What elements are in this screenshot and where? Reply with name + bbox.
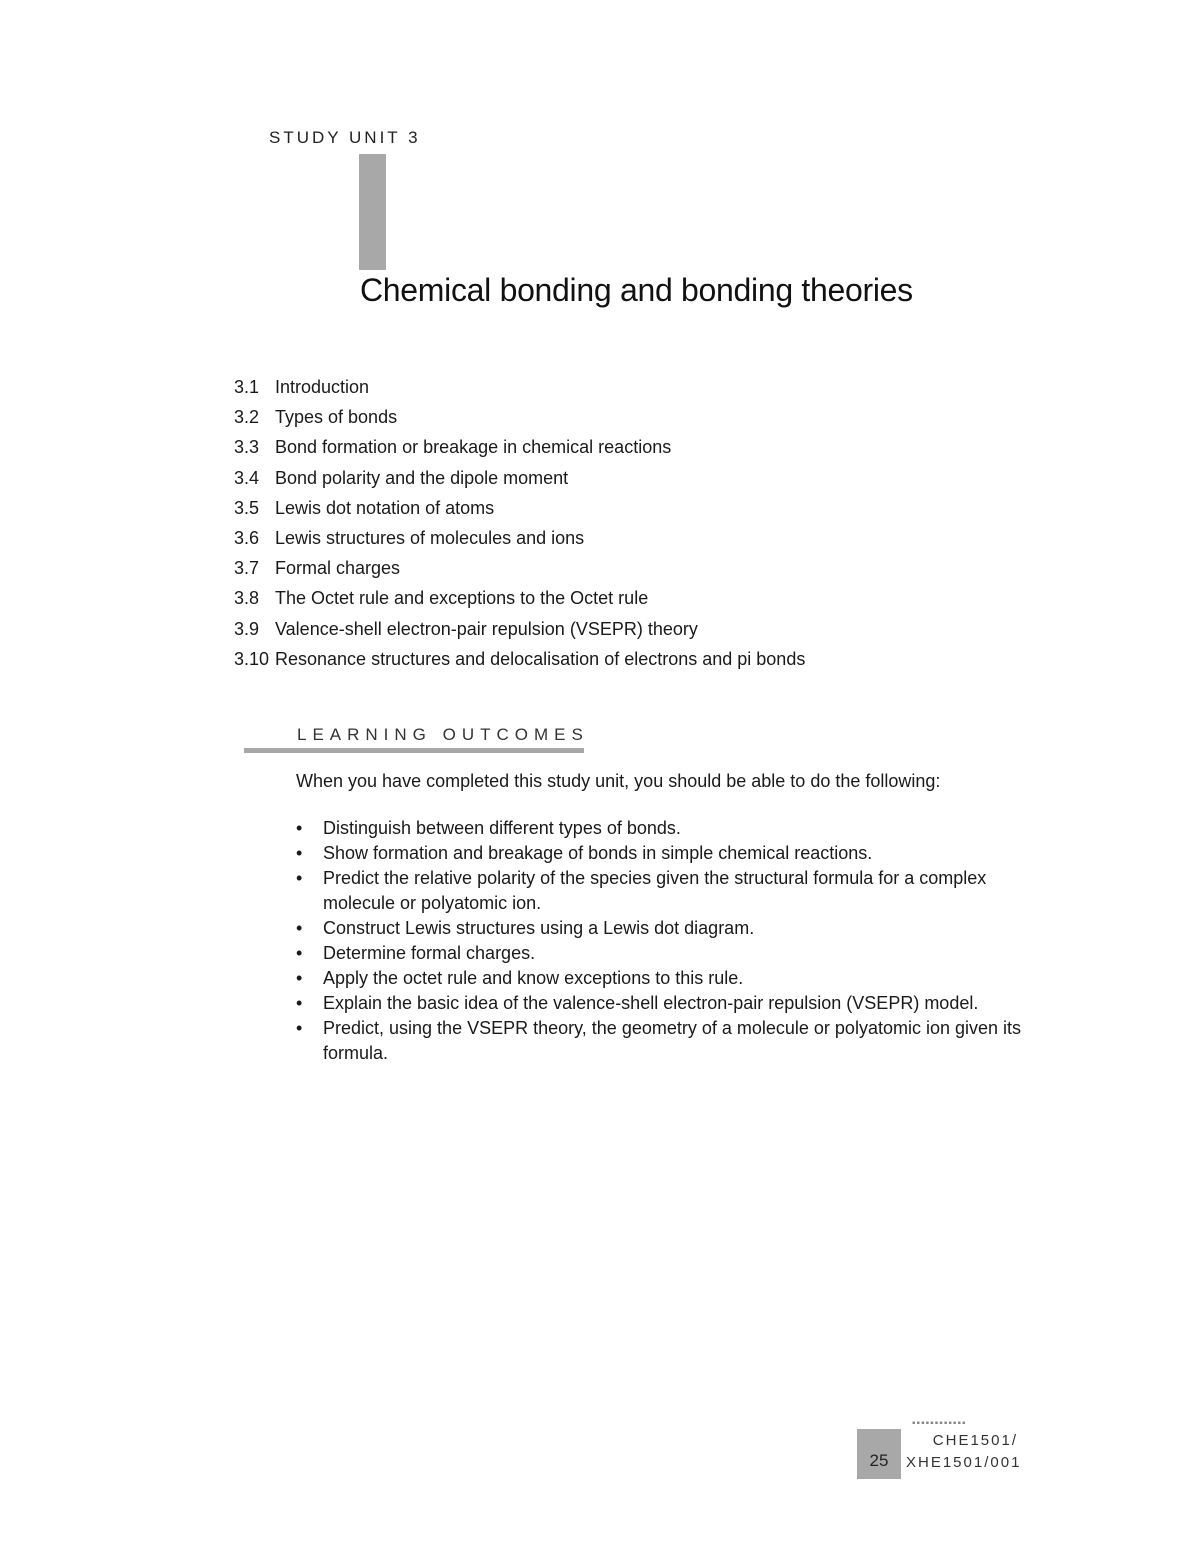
toc-label: Types of bonds (275, 407, 398, 428)
list-item (296, 841, 1026, 866)
toc-item (234, 525, 805, 555)
list-item (296, 1016, 1026, 1066)
course-code (906, 1430, 1022, 1474)
study-unit-label: STUDY UNIT 3 (269, 128, 421, 147)
learning-outcomes-list (296, 816, 1026, 1066)
bullet-icon: • (296, 1018, 303, 1038)
toc-item (234, 585, 805, 615)
toc-number: 3.7 (234, 558, 260, 579)
list-item (296, 916, 1026, 941)
toc-label: Lewis dot notation of atoms (275, 497, 495, 518)
page-number: 25 (869, 1451, 889, 1470)
toc-label: Bond formation or breakage in chemical reactions (275, 437, 672, 458)
bullet-icon: • (296, 993, 303, 1013)
toc-item (234, 555, 805, 585)
learning-outcomes-intro: When you have completed this study unit, you should be able to do the following: (296, 771, 941, 791)
bullet-icon: • (296, 968, 303, 988)
bullet-icon: • (296, 868, 303, 888)
unit-marker-bar (359, 154, 386, 270)
toc-number: 3.3 (234, 437, 260, 458)
toc-number: 3.10 (234, 648, 270, 669)
bullet-icon: • (296, 943, 303, 963)
outcome-text: Show formation and breakage of bonds in simple chemical reactions. (323, 843, 873, 863)
page-title: Chemical bonding and bonding theories (360, 272, 913, 308)
toc-label: Introduction (275, 377, 370, 397)
outcome-text: Apply the octet rule and know exceptions to this rule. (323, 968, 744, 988)
toc-item (234, 404, 805, 434)
toc-number: 3.2 (234, 407, 260, 428)
toc-number: 3.6 (234, 527, 260, 548)
course-code-line1: CHE1501/ (932, 1432, 1018, 1449)
bullet-icon: • (296, 843, 303, 863)
toc-label: Bond polarity and the dipole moment (275, 467, 569, 488)
list-item (296, 816, 1026, 841)
toc-number: 3.1 (234, 377, 260, 397)
outcome-text: Determine formal charges. (323, 943, 536, 963)
footer-dots: ▪▪▪▪▪▪▪▪▪▪▪▪ (912, 1418, 967, 1429)
bullet-icon: • (296, 918, 303, 938)
list-item (296, 991, 1026, 1016)
toc-label: The Octet rule and exceptions to the Octet rule (275, 588, 649, 609)
learning-outcomes-rule (244, 748, 584, 753)
toc-item (234, 374, 805, 404)
toc-label: Lewis structures of molecules and ions (275, 527, 585, 548)
toc-label: Formal charges (275, 558, 401, 579)
course-code-line2: XHE1501/001 (906, 1454, 1022, 1471)
learning-outcomes-heading: LEARNING OUTCOMES (297, 725, 589, 744)
outcome-text: Predict, using the VSEPR theory, the geometry of a molecule or polyatomic ion given its formula. (323, 1018, 1022, 1063)
list-item (296, 966, 1026, 991)
toc-label: Resonance structures and delocalisation of electrons and pi bonds (275, 648, 806, 669)
outcome-text: Distinguish between different types of bonds. (323, 818, 681, 838)
toc-number: 3.5 (234, 497, 260, 518)
toc-number: 3.4 (234, 467, 260, 488)
toc-number: 3.8 (234, 588, 260, 609)
list-item (296, 941, 1026, 966)
toc-item (234, 646, 805, 676)
toc-label: Valence-shell electron-pair repulsion (VSEPR) theory (275, 618, 698, 639)
outcome-text: Construct Lewis structures using a Lewis dot diagram. (323, 918, 755, 938)
toc-item (234, 495, 805, 525)
toc-item (234, 465, 805, 495)
outcome-text: Predict the relative polarity of the species given the structural formula for a complex molecule or polyatomic ion. (323, 868, 987, 913)
list-item (296, 866, 1026, 916)
bullet-icon: • (296, 818, 303, 838)
toc-number: 3.9 (234, 618, 260, 639)
toc-item (234, 616, 805, 646)
toc-item (234, 434, 805, 464)
page-number-box (857, 1429, 901, 1479)
table-of-contents (234, 374, 805, 676)
outcome-text: Explain the basic idea of the valence-shell electron-pair repulsion (VSEPR) model. (323, 993, 979, 1013)
